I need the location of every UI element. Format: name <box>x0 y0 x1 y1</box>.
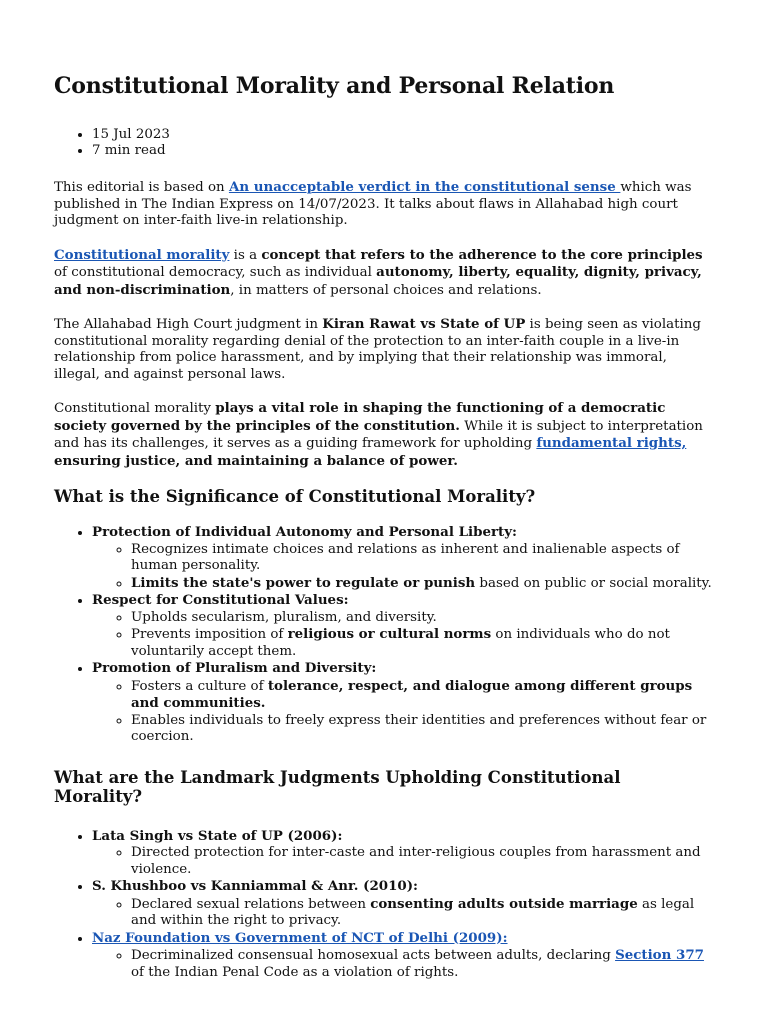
text-run: on individuals who do not voluntarily accept them. <box>131 627 670 659</box>
sub-list-item: ◦ Recognizes intimate choices and relations as inherent and inalienable aspects of human personality. <box>131 542 714 575</box>
list-item <box>92 592 714 660</box>
sub-list-item <box>131 896 714 930</box>
intro-paragraph-3 <box>54 316 714 383</box>
sub-list <box>92 610 714 661</box>
bold-text: religious or cultural norms <box>287 626 492 642</box>
article-meta <box>54 127 714 159</box>
sub-list <box>92 896 714 930</box>
bold-text: Limits the state's power to regulate or punish <box>131 574 476 591</box>
bold-text: concept that refers to the adherence to the core principles <box>261 246 703 263</box>
intro-text: which was published in The Indian Express on 14/07/2023. It talks about flaws in Allahabad high court judgment on inter-faith live-in relationship. <box>54 180 692 228</box>
intro-paragraph-4 <box>54 400 714 470</box>
judgments-list <box>54 828 714 982</box>
significance-list <box>54 524 714 746</box>
list-item-label: S. Khushboo vs Kanniammal & Anr. (2010): <box>92 878 418 894</box>
text-run: based on public or social morality. <box>475 575 712 591</box>
sub-list-item <box>131 575 714 593</box>
list-item <box>92 660 714 746</box>
intro-paragraph-1 <box>54 179 714 230</box>
bold-text: consenting adults outside marriage <box>370 895 638 912</box>
list-item <box>92 930 714 982</box>
intro-paragraph-2 <box>54 247 714 300</box>
text-run: The Allahabad High Court judgment in <box>54 317 323 332</box>
text-run: of constitutional democracy, such as individual <box>54 265 377 280</box>
bold-text: Kiran Rawat vs State of UP <box>322 316 526 332</box>
publish-date: • 15 Jul 2023 <box>92 127 714 143</box>
sub-list <box>92 947 714 981</box>
read-time: • 7 min read <box>92 143 714 159</box>
constitutional-morality-link[interactable]: Constitutional morality <box>54 246 230 263</box>
intro-text: This editorial is based on <box>54 180 229 195</box>
sub-list <box>92 542 714 593</box>
list-item <box>92 524 714 592</box>
text-run: is a <box>229 247 262 263</box>
text-run: Constitutional morality <box>54 401 216 416</box>
sub-list-item: ◦ Directed protection for inter-caste and inter-religious couples from harassment and violence. <box>131 845 714 878</box>
list-item-label: Lata Singh vs State of UP (2006): <box>92 827 343 844</box>
fundamental-rights-link[interactable]: fundamental rights, <box>536 435 687 451</box>
list-item <box>92 878 714 930</box>
text-run: Prevents imposition of <box>131 627 288 642</box>
section-heading-significance: What is the Significance of Constitutional Morality? <box>54 487 536 506</box>
sub-list-item: ◦ Upholds secularism, pluralism, and diversity. <box>131 610 714 627</box>
sub-list <box>92 678 714 746</box>
text-run: Fosters a culture of <box>131 678 268 694</box>
text-run: is being seen as violating constitutional morality regarding denial of the protection to an inter-faith couple in a live-in relationship from police harassment, and by implying that their relationship was immoral, illegal, and against personal laws. <box>54 317 701 382</box>
bold-text: tolerance, respect, and dialogue among different groups and communities. <box>131 677 693 711</box>
bold-text: ensuring justice, and maintaining a balance of power. <box>54 452 458 469</box>
bold-text: plays a vital role in shaping the functioning of a democratic society governed by the principles of the constitution. <box>54 400 666 434</box>
text-run: as legal and within the right to privacy. <box>131 896 695 928</box>
source-article-link[interactable]: An unacceptable verdict in the constitutional sense <box>228 179 621 195</box>
list-item <box>92 828 714 879</box>
section-heading-judgments: What are the Landmark Judgments Upholding Constitutional Morality? <box>54 767 621 806</box>
list-item-label: Respect for Constitutional Values: <box>92 592 349 608</box>
text-run: of the Indian Penal Code as a violation of rights. <box>131 964 459 980</box>
list-item-label: Promotion of Pluralism and Diversity: <box>92 660 377 676</box>
bold-text: autonomy, liberty, equality, dignity, privacy, and non-discrimination <box>54 264 702 298</box>
text-run: While it is subject to interpretation and has its challenges, it serves as a guiding framework for upholding <box>54 418 703 451</box>
list-item-label: Protection of Individual Autonomy and Personal Liberty: <box>92 524 517 540</box>
sub-list-item: ◦ Enables individuals to freely express their identities and preferences without fear or coercion. <box>131 713 714 746</box>
section-377-link[interactable]: Section 377 <box>615 947 704 963</box>
sub-list-item <box>131 947 714 981</box>
sub-list <box>92 845 714 878</box>
text-run: Decriminalized consensual homosexual acts between adults, declaring <box>131 948 616 963</box>
sub-list-item <box>131 678 714 713</box>
page-title: Constitutional Morality and Personal Relation <box>54 73 615 99</box>
text-run: , in matters of personal choices and relations. <box>230 282 542 298</box>
naz-foundation-link[interactable]: Naz Foundation vs Government of NCT of Delhi (2009): <box>92 929 508 946</box>
sub-list-item <box>131 626 714 660</box>
text-run: Declared sexual relations between <box>131 896 371 912</box>
